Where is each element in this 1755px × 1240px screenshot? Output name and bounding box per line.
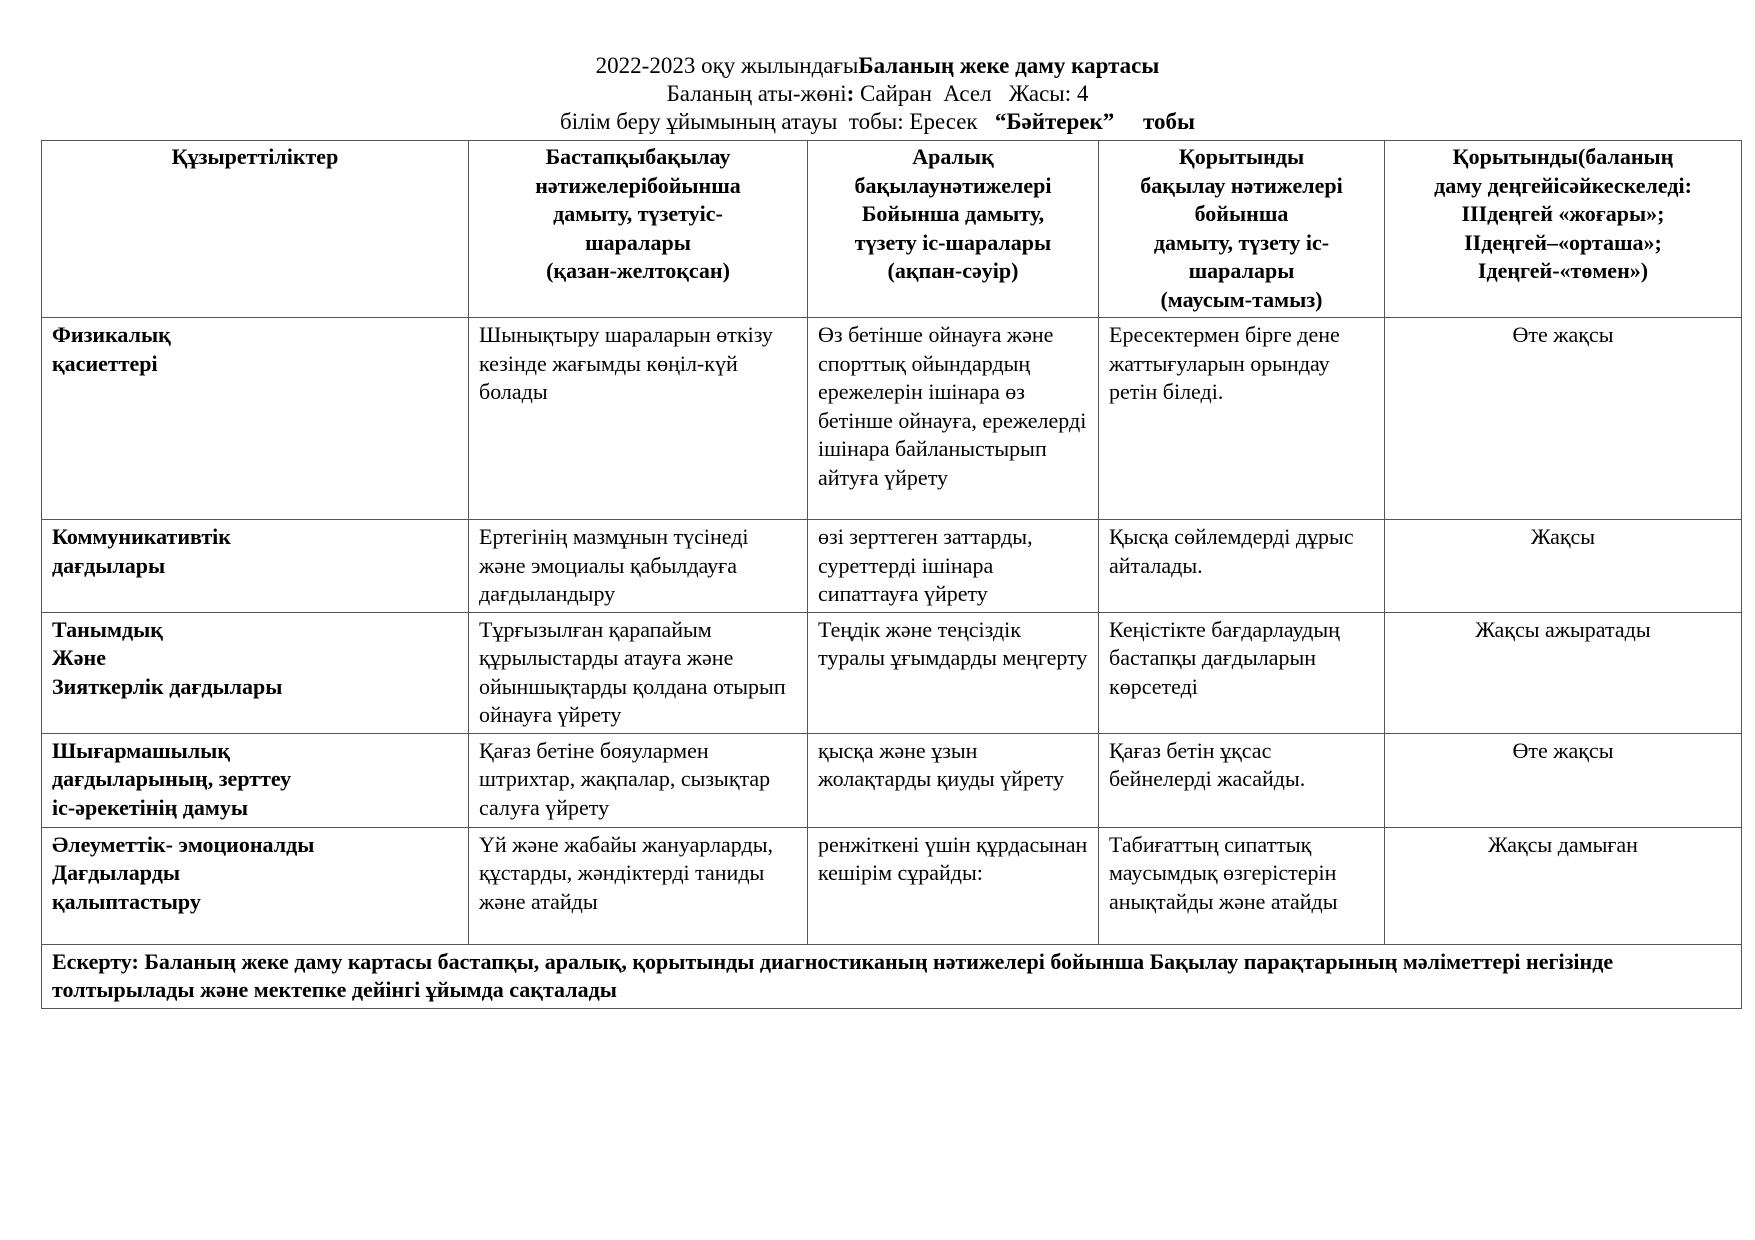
header-group-line: [0, 108, 1755, 136]
header-year: 2022-2023 оқу жылындағы: [595, 53, 859, 78]
child-name-colon: :: [846, 81, 855, 106]
header-intermediate: Аралық бақылаунәтижелері Бойынша дамыту, түзету іс-шаралары (ақпан-сәуір): [808, 141, 1099, 318]
characteristic-cell: Коммуникативтік дағдылары: [42, 520, 469, 613]
group-label: білім беру ұйымының атауы тобы: Ересек: [560, 109, 995, 134]
table-row: [42, 827, 1742, 944]
initial-cell: Тұрғызылған қарапайым құрылыстарды атауға және ойыншықтарды қолдана отырып ойнауға үйрету: [469, 612, 808, 733]
table-row: [42, 520, 1742, 613]
table-row: [42, 733, 1742, 827]
initial-cell: Шынықтыру шараларын өткізу кезінде жағымды көңіл-күй болады: [469, 318, 808, 520]
result-cell: Жақсы ажыратады: [1385, 612, 1742, 733]
header-final: Қорытынды бақылау нәтижелері бойынша дамыту, түзету іс- шаралары (маусым-тамыз): [1099, 141, 1385, 318]
intermediate-cell: өзі зерттеген заттарды, суреттерді ішінара сипаттауға үйрету: [808, 520, 1099, 613]
final-cell: Ересектермен бірге дене жаттығуларын орындау ретін біледі.: [1099, 318, 1385, 520]
table-row: [42, 318, 1742, 520]
final-cell: Кеңістікте бағдарлаудың бастапқы дағдыларын көрсетеді: [1099, 612, 1385, 733]
intermediate-cell: Өз бетінше ойнауға және спорттық ойындардың ережелерін ішінара өз бетінше ойнауға, ережелерді ішінара байланыстырып айтуға үйрету: [808, 318, 1099, 520]
header-result: Қорытынды(баланың даму деңгейісәйкескеледі: ІІІдеңгей «жоғары»; ІІдеңгей–«орташа»; Ідеңгей-«төмен»): [1385, 141, 1742, 318]
header-initial: Бастапқыбақылау нәтижелерібойынша дамыту, түзетуіс- шаралары (қазан-желтоқсан): [469, 141, 808, 318]
result-cell: Жақсы дамыған: [1385, 827, 1742, 944]
final-cell: Табиғаттың сипаттық маусымдық өзгерістерін анықтайды және атайды: [1099, 827, 1385, 944]
intermediate-cell: Теңдік және теңсіздік туралы ұғымдарды меңгерту: [808, 612, 1099, 733]
note-cell: Ескерту: Баланың жеке даму картасы бастапқы, аралық, қорытынды диагностиканың нәтижелері бойынша Бақылау парақтарының мәліметтері негізінде толтырылады және мектепке дейінгі ұйымда сақталады: [42, 944, 1742, 1008]
intermediate-cell: ренжіткені үшін құрдасынан кешірім сұрайды:: [808, 827, 1099, 944]
characteristic-cell: Шығармашылық дағдыларының, зерттеу іс-әрекетінің дамуы: [42, 733, 469, 827]
initial-cell: Үй және жабайы жануарларды, құстарды, жәндіктерді таниды және атайды: [469, 827, 808, 944]
development-card-table: [41, 140, 1742, 1009]
intermediate-cell: қысқа және ұзын жолақтарды қиуды үйрету: [808, 733, 1099, 827]
final-cell: Қағаз бетін ұқсас бейнелерді жасайды.: [1099, 733, 1385, 827]
header-title-line: [0, 52, 1755, 80]
final-cell: Қысқа сөйлемдерді дұрыс айталады.: [1099, 520, 1385, 613]
result-cell: Өте жақсы: [1385, 318, 1742, 520]
child-name-value: Сайран Асел Жасы: 4: [854, 81, 1089, 106]
characteristic-cell: Танымдық Және Зияткерлік дағдылары: [42, 612, 469, 733]
characteristic-cell: Әлеуметтік- эмоционалды Дағдыларды қалыптастыру: [42, 827, 469, 944]
child-name-label: Баланың аты-жөні: [666, 81, 847, 106]
header-child-name-line: [0, 80, 1755, 108]
initial-cell: Қағаз бетіне бояулармен штрихтар, жақпалар, сызықтар салуға үйрету: [469, 733, 808, 827]
characteristic-cell: Физикалық қасиеттері: [42, 318, 469, 520]
initial-cell: Ертегінің мазмұнын түсінеді және эмоциалы қабылдауға дағдыландыру: [469, 520, 808, 613]
group-name: “Бәйтерек” тобы: [994, 109, 1195, 134]
document-header: [0, 52, 1755, 136]
result-cell: Өте жақсы: [1385, 733, 1742, 827]
table-row: [42, 612, 1742, 733]
header-title: Баланың жеке даму картасы: [858, 53, 1160, 78]
result-cell: Жақсы: [1385, 520, 1742, 613]
table-note-row: [42, 944, 1742, 1008]
table-header-row: [42, 141, 1742, 318]
header-competencies: Құзыреттіліктер: [42, 141, 469, 318]
